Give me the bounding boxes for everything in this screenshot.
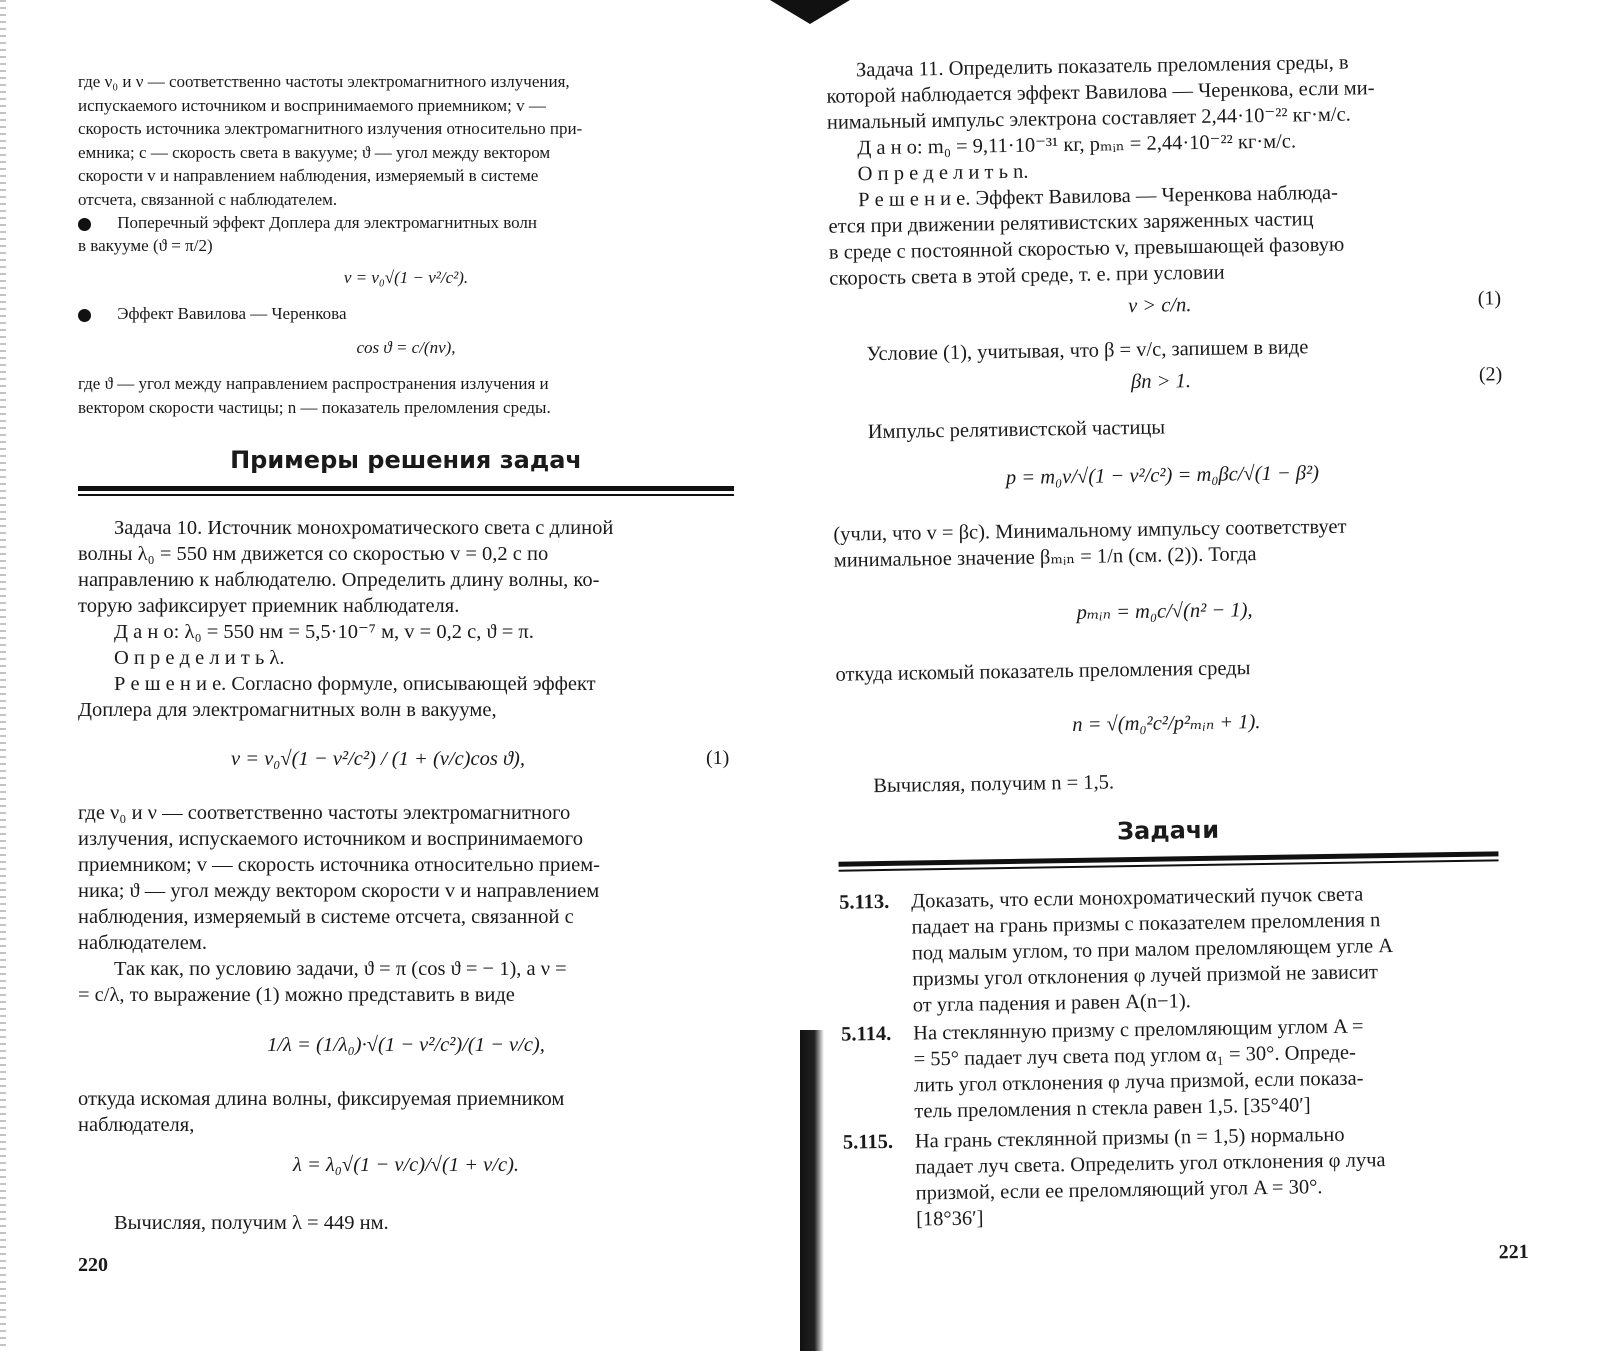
text-line: емника; c — скорость света в вакууме; ϑ — угол между вектором — [78, 142, 551, 162]
formula-transverse: ν = ν₀√(1 − v²/c²). — [343, 268, 469, 287]
page-number: 221 — [1498, 1240, 1529, 1264]
task-11-statement — [826, 47, 1506, 292]
text-line: где ϑ — угол между направлением распространения излучения и — [78, 374, 549, 393]
formula-doppler: ν = ν₀√(1 − v²/c²) / (1 + (v/c)cos ϑ), — [231, 748, 525, 770]
formula-wavelength: λ = λ₀√(1 − v/c)/√(1 + v/c). — [292, 1154, 520, 1176]
momentum-text: Импульс релятивистской частицы — [867, 416, 1166, 444]
problem-number: 5.113. — [838, 890, 890, 914]
text-line: скорость источника электромагнитного излучения относительно при- — [78, 119, 583, 138]
text-line: падает луч света. Определить угол отклонения φ луча — [915, 1149, 1386, 1179]
formula-n: n = √(m₀²c²/p²ₘᵢₙ + 1). — [1072, 711, 1261, 737]
task-10-whence — [78, 1086, 564, 1138]
problem-5-113 — [839, 879, 1517, 1020]
task-11-result: Вычисляя, получим n = 1,5. — [873, 771, 1115, 798]
text-line: от угла падения и равен A(n−1). — [912, 990, 1191, 1017]
text-line: наблюдателем. — [78, 932, 207, 954]
text-line: = c/λ, то выражение (1) можно представить в виде — [78, 984, 515, 1006]
bullet-cherenkov — [78, 302, 346, 326]
task-find: О п р е д е л и т ь λ. — [114, 647, 285, 669]
text-line: скорость света в этой среде, т. е. при условии — [829, 261, 1225, 290]
equation-number: (2) — [1478, 363, 1503, 386]
equation-number: (1) — [1477, 287, 1502, 310]
bullet-text: Поперечный эффект Доплера для электромагнитных волн — [117, 213, 538, 232]
task-find: О п р е д е л и т ь n. — [857, 160, 1029, 186]
text-line: Доказать, что если монохроматический пучок света — [910, 883, 1364, 913]
text-line: вектором скорости частицы; n — показатель преломления среды. — [78, 397, 551, 417]
left-page — [0, 0, 800, 1351]
text-line: направлению к наблюдателю. Определить длину волны, ко- — [78, 569, 600, 591]
text-line: торую зафиксирует приемник наблюдателя. — [78, 595, 460, 617]
section-rule — [78, 486, 734, 491]
right-page — [789, 0, 1600, 1357]
text-line: которой наблюдается эффект Вавилова — Черенкова, если ми- — [826, 77, 1375, 108]
text-line: откуда искомая длина волны, фиксируемая приемником — [78, 1088, 565, 1110]
formula-cherenkov: cos ϑ = c/(nv), — [356, 338, 456, 357]
bullet-text: Эффект Вавилова — Черенкова — [117, 304, 347, 323]
text-line: скорости v и направлением наблюдения, измеряемый в системе — [78, 166, 539, 185]
text-line: наблюдения, измеряемый в системе отсчета, связанной с — [78, 906, 574, 928]
text-line: тель преломления n стекла равен 1,5. [35°40′] — [914, 1094, 1311, 1123]
text-line: наблюдателя, — [78, 1114, 195, 1136]
text-line: Так как, по условию задачи, ϑ = π (cos ϑ = − 1), а ν = — [114, 958, 567, 980]
problem-5-115 — [843, 1119, 1521, 1234]
text-line: [18°36′] — [915, 1207, 984, 1231]
page-number: 220 — [78, 1254, 108, 1276]
condition-text: Условие (1), учитывая, что β = v/c, запишем в виде — [866, 336, 1309, 366]
text-line: лить угол отклонения φ луча призмой, если показа- — [913, 1067, 1364, 1097]
text-line: падает на грань призмы с показателем преломления n — [911, 909, 1381, 939]
problem-5-114 — [841, 1011, 1519, 1126]
problem-number: 5.114. — [841, 1022, 892, 1046]
text-line: волны λ₀ = 550 нм движется со скоростью v = 0,2 c по — [78, 543, 549, 565]
section-title: Задачи — [1116, 815, 1220, 846]
text-line: Доплера для электромагнитных волн в вакууме, — [78, 699, 497, 721]
text-line: где ν₀ и ν — соответственно частоты электромагнитного — [78, 802, 571, 824]
task-given: Д а н о: λ₀ = 550 нм = 5,5·10⁻⁷ м, v = 0,2 c, ϑ = π. — [114, 621, 534, 643]
text-line: испускаемого источником и воспринимаемого приемником; v — — [78, 95, 546, 115]
text-line: призмой, если ее преломляющий угол A = 30°. — [915, 1176, 1323, 1205]
formula-inverse-wavelength: 1/λ = (1/λ₀)·√(1 − v²/c²)/(1 − v/c), — [267, 1034, 545, 1056]
text-line: Задача 11. Определить показатель преломления среды, в — [855, 51, 1349, 82]
formula-momentum: p = m₀v/√(1 − v²/c²) = m₀βc/√(1 − β²) — [1005, 462, 1320, 490]
intro-paragraph — [78, 70, 734, 211]
bullet-text-continued: в вакууме (ϑ = π/2) — [78, 236, 213, 255]
formula-pmin: pₘᵢₙ = m₀c/√(n² − 1), — [1076, 599, 1253, 624]
task-10-result: Вычисляя, получим λ = 449 нм. — [114, 1212, 389, 1234]
text-line: отсчета, связанной с наблюдателем. — [78, 189, 338, 209]
section-title: Примеры решения задач — [230, 446, 582, 474]
text-line: излучения, испускаемого источником и воспринимаемого — [78, 828, 583, 850]
task-10-where — [78, 800, 736, 1008]
section-rule — [78, 494, 734, 496]
text-line: На грань стеклянной призмы (n = 1,5) нормально — [914, 1123, 1345, 1153]
text-line: где ν₀ и ν — соответственно частоты электромагнитного излучения, — [78, 72, 570, 91]
equation-number: (1) — [706, 747, 730, 769]
text-line: Р е ш е н и е. Эффект Вавилова — Черенкова наблюда- — [857, 181, 1339, 212]
bullet-transverse-doppler — [78, 211, 537, 235]
cherenkov-explanation — [78, 372, 551, 419]
text-line: приемником; v — скорость источника относительно прием- — [78, 854, 600, 876]
taking-paragraph — [833, 514, 1347, 574]
text-line: На стеклянную призму с преломляющим углом A = — [913, 1015, 1364, 1045]
text-line: под малым углом, то при малом преломляющем угле A — [911, 934, 1394, 965]
problem-number: 5.115. — [842, 1130, 894, 1154]
bullet-icon — [78, 309, 91, 322]
text-line: призмы угол отклонения φ лучей призмой не зависит — [912, 961, 1379, 991]
text-line: ется при движении релятивистских заряженных частиц — [828, 208, 1314, 238]
text-line: (учли, что v = βc). Минимальному импульсу соответствует — [833, 515, 1347, 546]
formula-beta-n: βn > 1. — [1130, 370, 1192, 394]
text-line: Задача 10. Источник монохроматического света с длиной — [114, 517, 614, 539]
formula-cherenkov-condition: v > c/n. — [1127, 294, 1192, 318]
task-10-statement — [78, 515, 736, 723]
text-line: минимальное значение βₘᵢₙ = 1/n (см. (2)). Тогда — [833, 543, 1257, 572]
text-line: = 55° падает луч света под углом α₁ = 30°. Опреде- — [913, 1041, 1356, 1071]
bullet-icon — [78, 218, 91, 231]
task-given: Д а н о: m₀ = 9,11·10⁻³¹ кг, pₘᵢₙ = 2,44·10⁻²² кг·м/с. — [857, 130, 1297, 160]
text-line: нимальный импульс электрона составляет 2,44·10⁻²² кг·м/с. — [826, 103, 1351, 134]
text-line: ника; ϑ — угол между вектором скорости v и направлением — [78, 880, 600, 902]
whence-text: откуда искомый показатель преломления среды — [835, 657, 1251, 686]
text-line: Р е ш е н и е. Согласно формуле, описывающей эффект — [114, 673, 596, 695]
text-line: в среде с постоянной скоростью v, превышающей фазовую — [828, 233, 1345, 264]
